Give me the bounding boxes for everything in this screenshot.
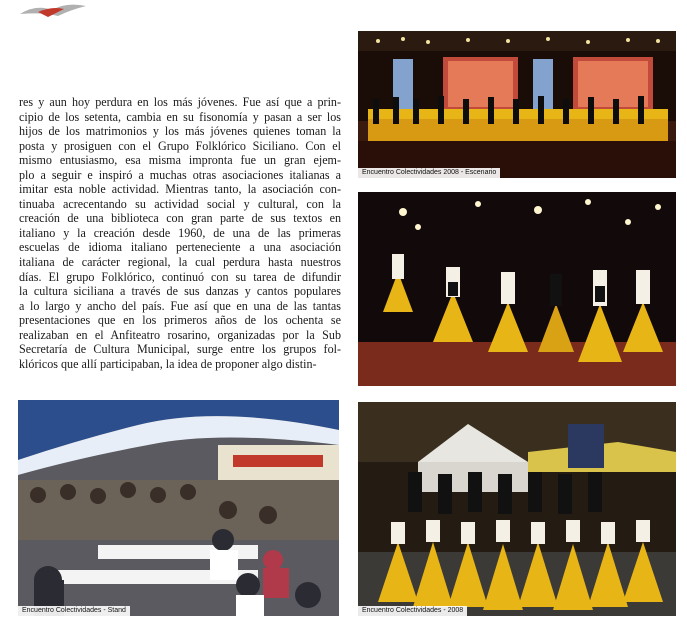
- article-body: [19, 95, 341, 371]
- article-line: hijos de los matrimonios y los más jóvenes quienes toman la: [19, 124, 341, 139]
- article-line: cipio de los setenta, cambia en su fisonomía y pasan a ser los: [19, 109, 341, 124]
- article-line: mismo entusiasmo, esa misma impronta fue un gran ejem-: [19, 153, 341, 168]
- article-line: días. El grupo Folklórico, continuó con su tarea de difundir: [19, 269, 341, 284]
- article-line: posta y prosiguen con el Grupo Folklórico Siciliano. Con el: [19, 138, 341, 153]
- article-line: escuelas de idioma italiano perteneciente a una asociación: [19, 240, 341, 255]
- article-line: res y aun hoy perdura en los más jóvenes. Fue así que a prin-: [19, 95, 341, 109]
- photo-dancers: [358, 192, 676, 386]
- article-line: italiana de carácter regional, la cual perdura hasta nuestros: [19, 255, 341, 270]
- photo-caption: Encuentro Colectividades 2008 - Escenario: [358, 168, 500, 178]
- article-line: presentaciones que en los primeros años de los ochenta se: [19, 313, 341, 328]
- photo-group-2008: [358, 402, 676, 616]
- photo-stage-performance: [358, 31, 676, 178]
- article-line: Secretaría de Cultura Municipal, surge entre los grupos fol-: [19, 342, 341, 357]
- article-line: plo a seguir e inspiró a muchas otras asociaciones italianas a: [19, 167, 341, 182]
- article-line: klóricos que allí participaban, la idea de proponer algo distin-: [19, 356, 317, 371]
- article-line: imitar esta noble actividad. Mientras tanto, la asociación con-: [19, 182, 341, 197]
- article-line: creación de una biblioteca con gran parte de sus textos en: [19, 211, 341, 226]
- article-line: realizaban en el Anfiteatro rosarino, organizadas por la Sub: [19, 327, 341, 342]
- article-line: a lo largo y ancho del país. Fue así que en una de las tantas: [19, 298, 341, 313]
- photo-caption: Encuentro Colectividades - 2008: [358, 606, 467, 616]
- photo-caption: Encuentro Colectividades - Stand: [18, 606, 130, 616]
- photo-stand: [18, 400, 339, 616]
- article-line: italiano y la creación desde 1960, de una de las primeras: [19, 225, 341, 240]
- publication-logo-icon: [18, 0, 88, 22]
- article-line: tinuaba acrecentando su actividad social y cultural, con la: [19, 196, 341, 211]
- article-line: la cultura siciliana a través de sus danzas y cantos populares: [19, 284, 341, 299]
